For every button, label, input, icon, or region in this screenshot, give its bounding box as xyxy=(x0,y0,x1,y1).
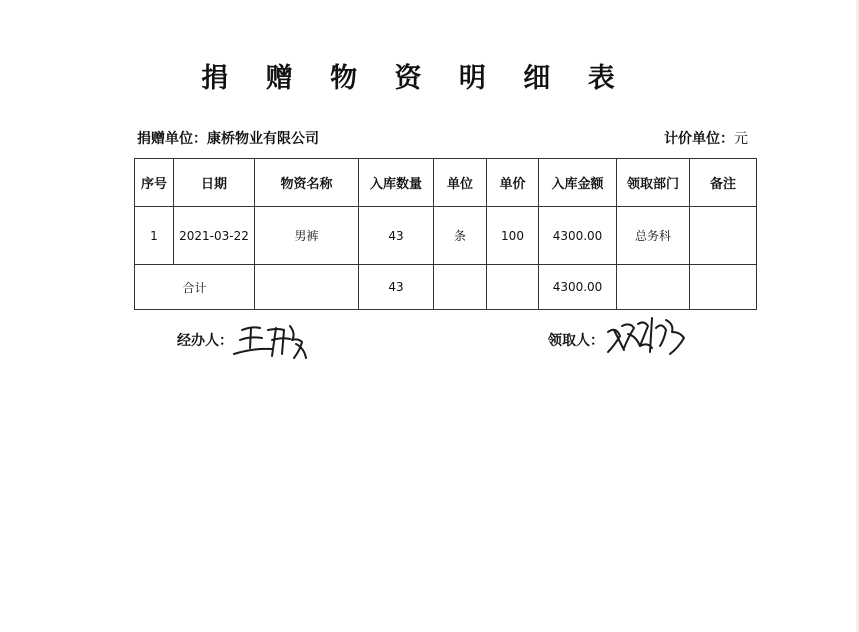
receiver-label: 领取人： xyxy=(548,333,604,349)
header-amount: 入库金额 xyxy=(539,159,617,207)
price-unit-value: 元 xyxy=(734,131,748,147)
total-label: 合计 xyxy=(135,265,255,310)
donor-line xyxy=(137,128,319,148)
table-total-row xyxy=(135,265,757,310)
header-note: 备注 xyxy=(690,159,757,207)
handler-label: 经办人： xyxy=(177,333,233,349)
donor-name: 康桥物业有限公司 xyxy=(207,131,319,147)
cell-unit: 条 xyxy=(434,207,487,265)
header-unit-price: 单价 xyxy=(487,159,539,207)
donor-label: 捐赠单位： xyxy=(137,131,207,147)
total-unit xyxy=(434,265,487,310)
receiver-signature xyxy=(604,312,690,358)
total-item xyxy=(255,265,359,310)
header-item: 物资名称 xyxy=(255,159,359,207)
donation-detail-table xyxy=(134,158,757,310)
header-quantity: 入库数量 xyxy=(359,159,434,207)
cell-item: 男裤 xyxy=(255,207,359,265)
table-row xyxy=(135,207,757,265)
document-title: 捐 赠 物 资 明 细 表 xyxy=(201,63,629,94)
total-quantity: 43 xyxy=(359,265,434,310)
handler-signature xyxy=(232,318,314,364)
table-header-row xyxy=(135,159,757,207)
cell-amount: 4300.00 xyxy=(539,207,617,265)
price-unit-label: 计价单位： xyxy=(664,131,734,147)
cell-date: 2021-03-22 xyxy=(174,207,255,265)
cell-index: 1 xyxy=(135,207,174,265)
header-date: 日期 xyxy=(174,159,255,207)
header-department: 领取部门 xyxy=(617,159,690,207)
header-unit: 单位 xyxy=(434,159,487,207)
cell-department: 总务科 xyxy=(617,207,690,265)
total-unit-price xyxy=(487,265,539,310)
total-department xyxy=(617,265,690,310)
cell-note xyxy=(690,207,757,265)
cell-unit-price: 100 xyxy=(487,207,539,265)
header-index: 序号 xyxy=(135,159,174,207)
price-unit-line xyxy=(664,128,748,148)
total-note xyxy=(690,265,757,310)
total-amount: 4300.00 xyxy=(539,265,617,310)
cell-quantity: 43 xyxy=(359,207,434,265)
